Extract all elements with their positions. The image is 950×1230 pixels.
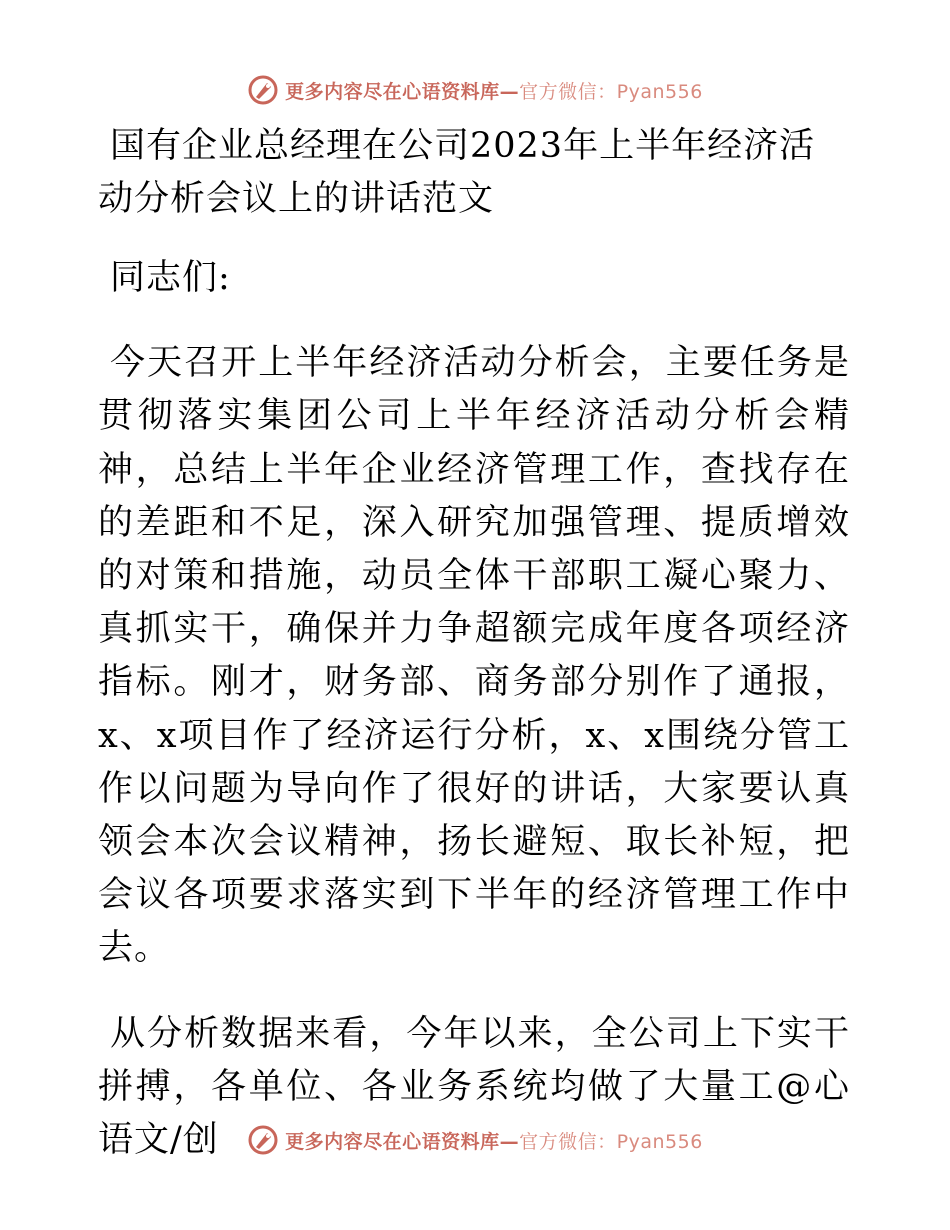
paragraph: 从分析数据来看，今年以来，全公司上下实干拼搏，各单位、各业务系统均做了大量工@心语文/创 [98,1013,850,1161]
watermark-separator: — [499,80,520,103]
greeting: 同志们: [110,258,231,298]
pen-nib-logo-icon [247,1124,279,1156]
watermark-separator: — [499,1130,520,1153]
document-body [98,120,850,1167]
watermark-wechat: 官方微信：Pyan556 [519,1130,703,1153]
header-watermark [0,70,950,110]
paragraph: 今天召开上半年经济活动分析会，主要任务是贯彻落实集团公司上半年经济活动分析会精神，总结上半年企业经济管理工作，查找存在的差距和不足，深入研究加强管理、提质增效的对策和措施，动员全体干部职工凝心聚力、真抓实干，确保并力争超额完成年度各项经济指标。刚才，财务部、商务部分别作了通报，x、x项目作了经济运行分析，x、x围绕分管工作以问题为导向作了很好的讲话，大家要认真领会本次会议精神，扬长避短、取长补短，把会议各项要求落实到下半年的经济管理工作中去。 [98,343,850,969]
watermark-brand: 更多内容尽在心语资料库 [285,1130,500,1153]
watermark-text [285,77,703,104]
watermark-text [285,1127,703,1154]
watermark-brand: 更多内容尽在心语资料库 [285,80,500,103]
document-title: 国有企业总经理在公司2023年上半年经济活动分析会议上的讲话范文 [98,126,816,219]
pen-nib-logo-icon [247,74,279,106]
watermark-wechat: 官方微信：Pyan556 [519,80,703,103]
footer-watermark [0,1120,950,1160]
